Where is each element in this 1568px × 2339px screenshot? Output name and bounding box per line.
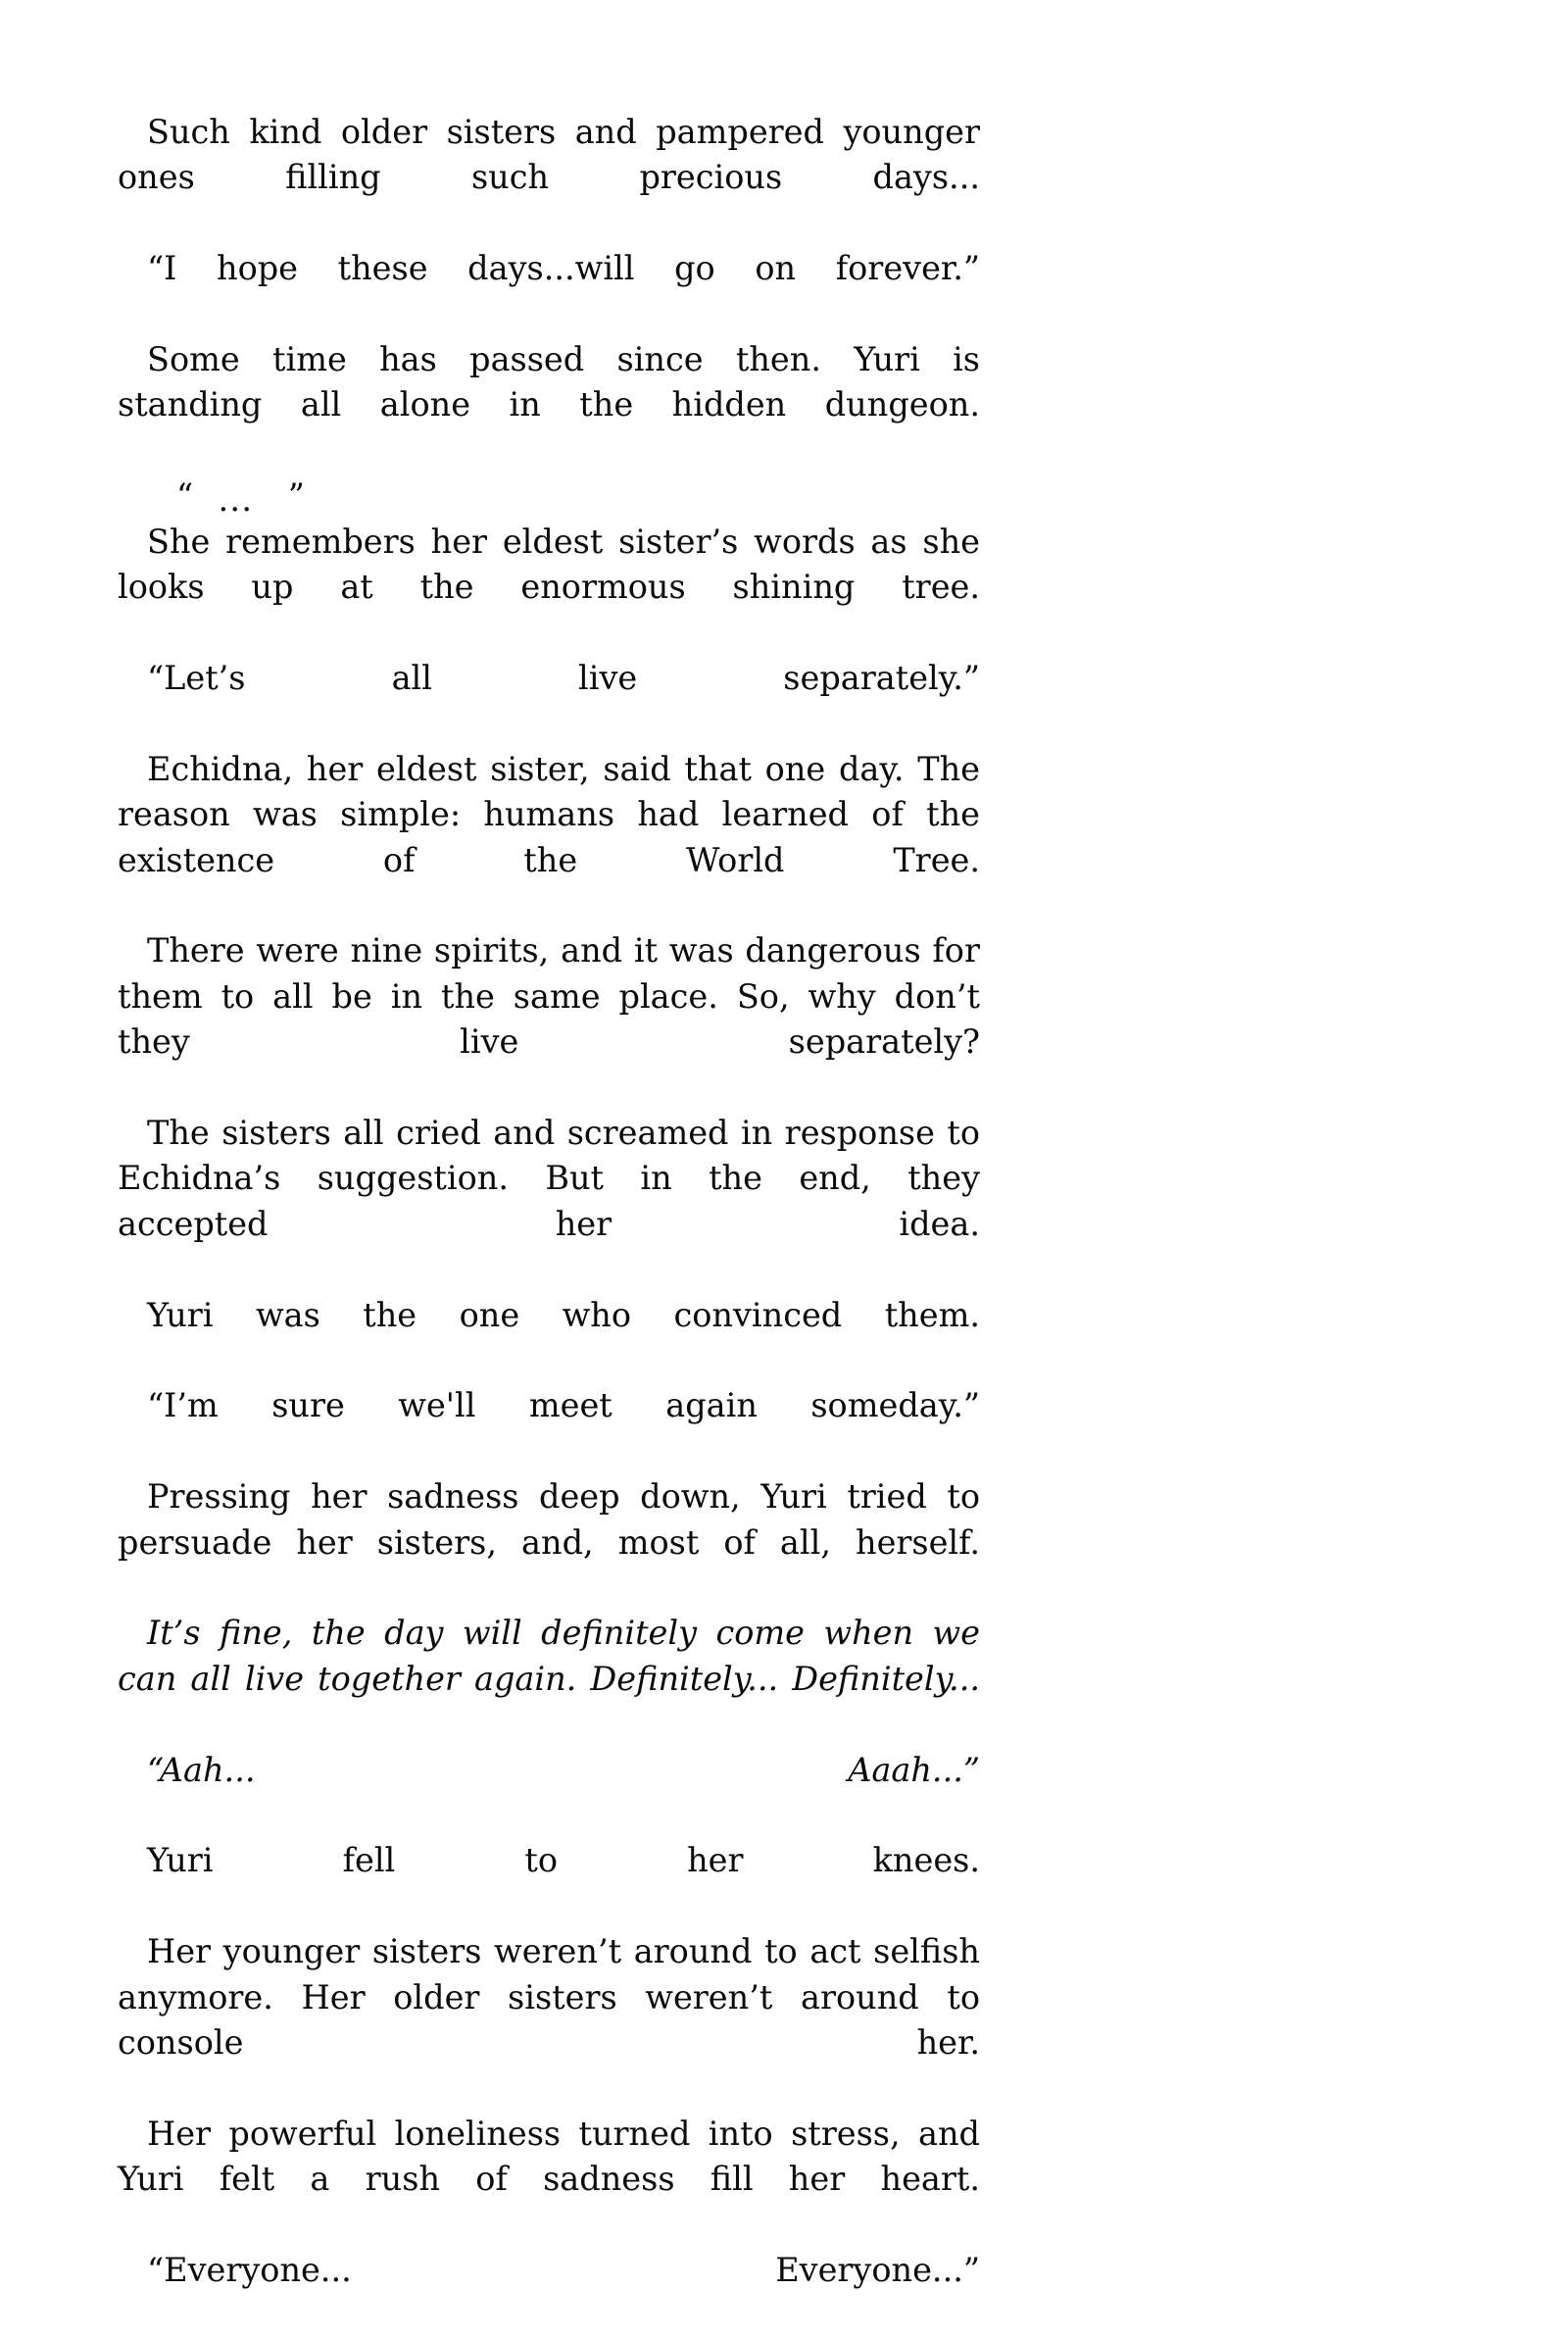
- paragraph-italic: It’s fine, the day will definitely come when we can all live together again. Definitely... Definitely...: [118, 1614, 980, 1698]
- paragraph-italic: “Aah... Aaah...”: [147, 1750, 980, 1789]
- paragraph: Pressing her sadness deep down, Yuri tried to persuade her sisters, and, most of all, herself.: [118, 1477, 980, 1562]
- paragraph: She remembers her eldest sister’s words as she looks up at the enormous shining tree.: [118, 522, 980, 607]
- close-quote: ”: [287, 476, 306, 516]
- paragraph: Some time has passed since then. Yuri is standing all alone in the hidden dungeon.: [118, 340, 980, 424]
- paragraph-ellipsis: [118, 473, 980, 519]
- paragraph: Such kind older sisters and pampered younger ones filling such precious days...: [118, 113, 980, 197]
- paragraph: Yuri fell to her knees.: [147, 1841, 980, 1880]
- paragraph: “Let’s all live separately.”: [147, 658, 980, 697]
- paragraph: Echidna, her eldest sister, said that one day. The reason was simple: humans had learned of the existence of the World Tree.: [118, 749, 980, 879]
- paragraph: “I hope these days...will go on forever.”: [147, 249, 980, 288]
- text-column: [118, 110, 980, 2339]
- paragraph: Her powerful loneliness turned into stress, and Yuri felt a rush of sadness fill her heart.: [118, 2114, 980, 2199]
- ellipsis-dots: ...: [218, 479, 254, 519]
- paragraph: There were nine spirits, and it was dangerous for them to all be in the same place. So, why don’t they live separately?: [118, 931, 980, 1062]
- paragraph: The sisters all cried and screamed in response to Echidna’s suggestion. But in the end, they accepted her idea.: [118, 1113, 980, 1243]
- open-quote: “: [176, 476, 194, 516]
- paragraph: “Everyone... Everyone...”: [147, 2251, 980, 2290]
- paragraph: “I’m sure we'll meet again someday.”: [147, 1386, 980, 1425]
- paragraph: Yuri was the one who convinced them.: [147, 1295, 980, 1334]
- paragraph: Her younger sisters weren’t around to act selfish anymore. Her older sisters weren’t around to console her.: [118, 1932, 980, 2063]
